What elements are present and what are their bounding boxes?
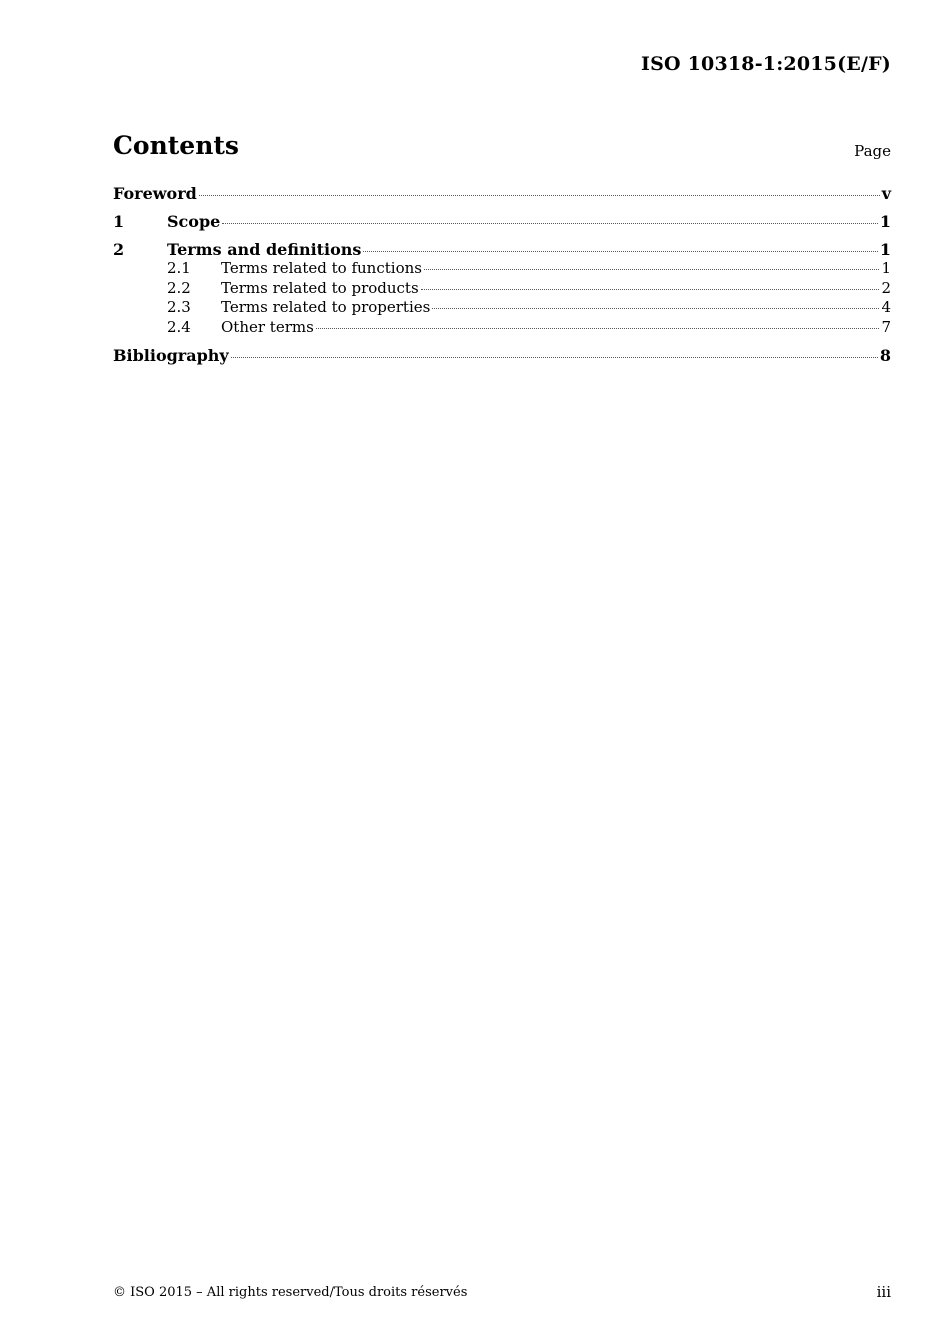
toc-subentry-number: 2.1	[167, 259, 191, 277]
toc-entry-title: Bibliography	[113, 346, 229, 365]
page-column-label: Page	[854, 142, 891, 160]
table-of-contents	[113, 184, 891, 365]
toc-entry-title: Scope	[167, 212, 221, 231]
toc-subentry-page: 7	[881, 317, 891, 336]
toc-subentry-title: Terms related to functions	[221, 259, 422, 277]
toc-subentry-2-4[interactable]	[113, 318, 891, 338]
toc-subentry-page: 2	[881, 278, 891, 297]
dot-leader	[424, 269, 879, 270]
toc-subentry-page: 1	[881, 259, 891, 277]
contents-heading: Contents	[113, 131, 240, 160]
toc-entry-bibliography[interactable]	[113, 346, 891, 365]
dot-leader	[421, 289, 880, 290]
toc-entry-title: Foreword	[113, 184, 197, 203]
dot-leader	[316, 328, 880, 329]
toc-entry-scope[interactable]	[113, 212, 891, 231]
toc-subentry-title: Other terms	[221, 317, 314, 336]
toc-entry-number: 1	[113, 212, 125, 231]
toc-entry-page: 8	[879, 346, 891, 365]
dot-leader	[363, 251, 877, 252]
toc-entry-page: 1	[879, 240, 891, 259]
dot-leader	[222, 223, 878, 224]
toc-subentry-number: 2.2	[167, 278, 191, 297]
toc-subentry-2-3[interactable]	[113, 298, 891, 318]
toc-entry-title: Terms and definitions	[167, 240, 362, 259]
toc-subentry-2-2[interactable]	[113, 279, 891, 299]
toc-entry-foreword[interactable]	[113, 184, 891, 203]
toc-subentry-number: 2.4	[167, 317, 191, 336]
toc-subentry-2-1[interactable]	[113, 259, 891, 279]
toc-subentry-title: Terms related to products	[221, 278, 419, 297]
page-number: iii	[876, 1283, 891, 1301]
toc-entry-terms-and-definitions[interactable]	[113, 240, 891, 259]
toc-subentry-page: 4	[881, 298, 891, 316]
toc-entry-page: 1	[879, 212, 891, 231]
dot-leader	[199, 195, 880, 196]
toc-entry-page: v	[881, 184, 891, 203]
toc-entry-number: 2	[113, 240, 125, 259]
toc-subentry-title: Terms related to properties	[221, 298, 431, 316]
document-identifier: ISO 10318-1:2015(E/F)	[641, 53, 891, 75]
dot-leader	[432, 308, 879, 309]
copyright-notice: © ISO 2015 – All rights reserved/Tous droits réservés	[113, 1285, 468, 1300]
dot-leader	[231, 357, 878, 358]
toc-subentry-number: 2.3	[167, 298, 191, 316]
